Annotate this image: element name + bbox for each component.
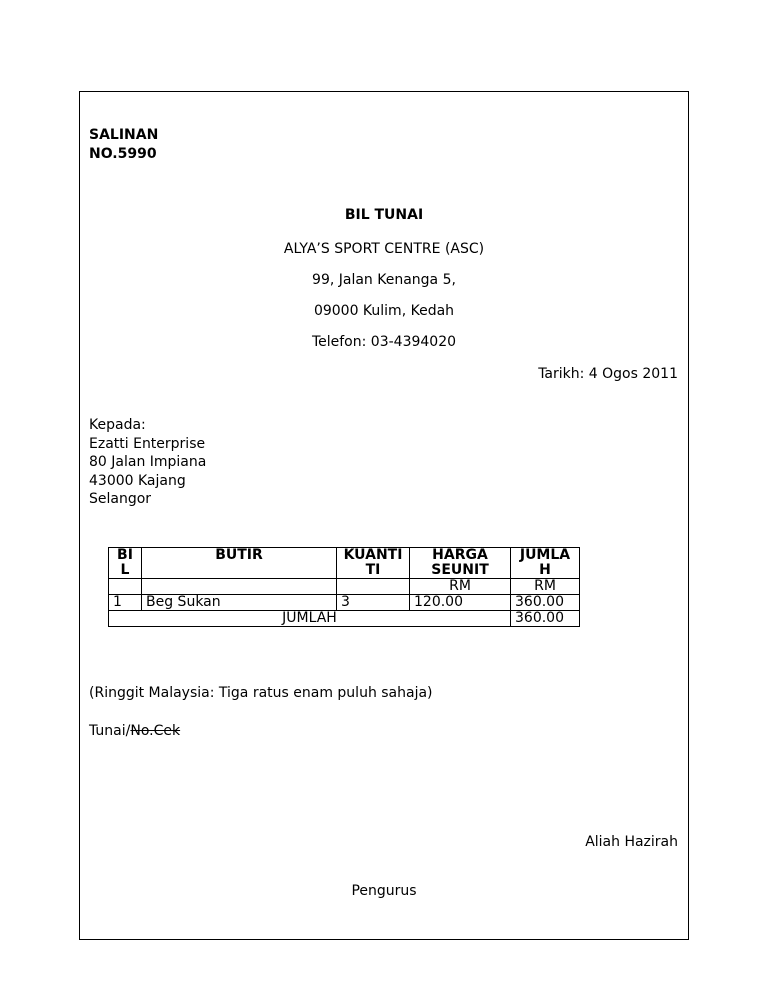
unit-jumlah: RM bbox=[511, 579, 580, 595]
signatory-name: Aliah Hazirah bbox=[585, 834, 678, 850]
cell-jumlah: 360.00 bbox=[511, 595, 580, 611]
table-total-row bbox=[109, 611, 580, 627]
unit-harga: RM bbox=[410, 579, 511, 595]
signatory-title: Pengurus bbox=[351, 883, 417, 899]
header-bil: BI L bbox=[109, 548, 142, 579]
items-table bbox=[108, 547, 580, 627]
amount-in-words: (Ringgit Malaysia: Tiga ratus enam puluh sahaja) bbox=[89, 685, 433, 701]
unit-cell bbox=[109, 579, 142, 595]
cell-harga: 120.00 bbox=[410, 595, 511, 611]
address-line-1: 99, Jalan Kenanga 5, bbox=[312, 272, 456, 288]
cell-butir: Beg Sukan bbox=[142, 595, 337, 611]
unit-cell bbox=[337, 579, 410, 595]
recipient-line: Selangor bbox=[89, 491, 152, 507]
recipient-line: 43000 Kajang bbox=[89, 472, 186, 489]
address-line-2: 09000 Kulim, Kedah bbox=[313, 303, 455, 319]
payment-method bbox=[89, 722, 180, 740]
header-kuantiti: KUANTI TI bbox=[337, 548, 410, 579]
cell-bil: 1 bbox=[109, 595, 142, 611]
copy-label: SALINAN bbox=[89, 127, 159, 143]
unit-cell bbox=[142, 579, 337, 595]
total-label: JUMLAH bbox=[109, 611, 511, 627]
table-unit-row bbox=[109, 579, 580, 595]
header-butir: BUTIR bbox=[142, 548, 337, 579]
table-header-row bbox=[109, 548, 580, 579]
payment-cash: Tunai/ bbox=[89, 723, 131, 739]
recipient-label: Kepada: bbox=[89, 417, 146, 433]
header-jumlah: JUMLA H bbox=[511, 548, 580, 579]
header-harga: HARGA SEUNIT bbox=[410, 548, 511, 579]
receipt-number: NO.5990 bbox=[89, 146, 157, 162]
table-row bbox=[109, 595, 580, 611]
recipient-line: 80 Jalan Impiana bbox=[89, 454, 207, 470]
document-title: BIL TUNAI bbox=[344, 207, 424, 223]
phone-number: Telefon: 03-4394020 bbox=[311, 334, 457, 350]
cell-kuantiti: 3 bbox=[337, 595, 410, 611]
date: Tarikh: 4 Ogos 2011 bbox=[538, 366, 678, 382]
recipient-block bbox=[89, 416, 206, 509]
payment-cheque-struck: No.Cek bbox=[130, 723, 181, 739]
recipient-line: Ezatti Enterprise bbox=[89, 435, 206, 452]
receipt-page bbox=[79, 91, 689, 940]
total-value: 360.00 bbox=[511, 611, 580, 627]
company-name: ALYA’S SPORT CENTRE (ASC) bbox=[283, 241, 485, 257]
